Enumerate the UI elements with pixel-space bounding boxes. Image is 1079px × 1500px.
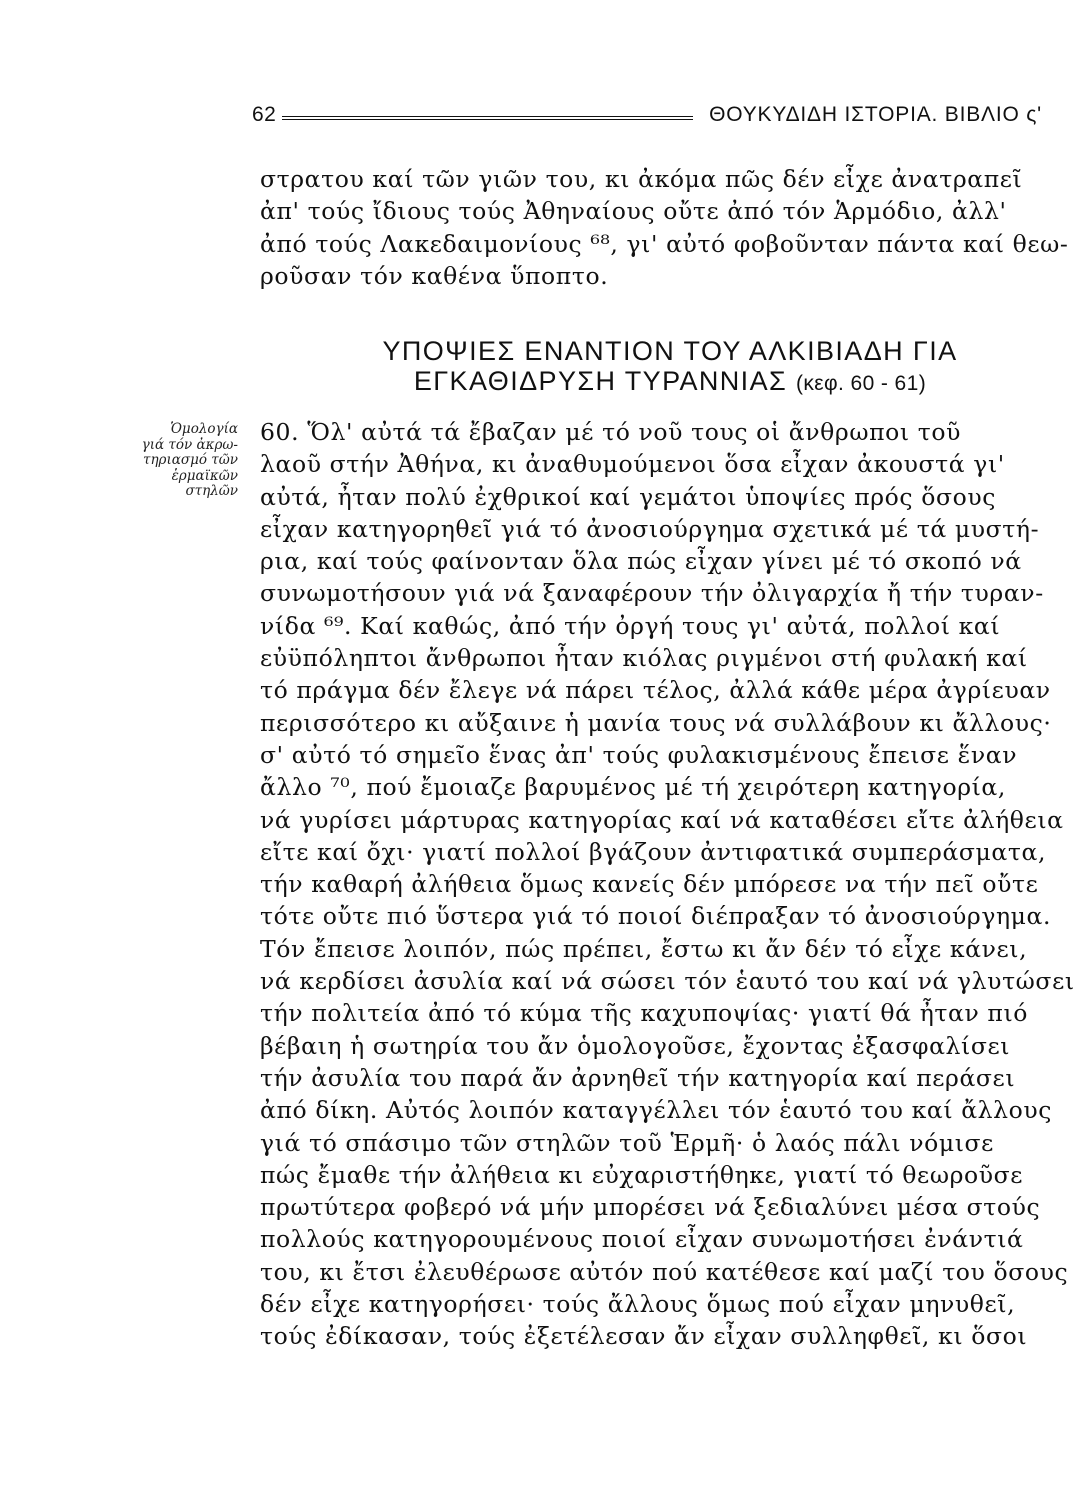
margin-note-line: Ὁμολογία bbox=[170, 421, 238, 437]
text-line: 60. Ὅλ' αὐτά τά ἔβαζαν μέ τό νοῦ τους οἱ ἄνθρωποι τοῦ bbox=[260, 418, 961, 446]
text-line: τήν ἀσυλία του παρά ἄν ἀρνηθεῖ τήν κατηγορία καί περάσει bbox=[260, 1063, 1016, 1092]
text-line: περισσότερο κι αὔξαινε ἡ μανία τους νά συλλάβουν κι ἄλλους· bbox=[260, 708, 1052, 737]
text-line: πρωτύτερα φοβερό νά μήν μπορέσει νά ξεδιαλύνει μέσα στούς bbox=[260, 1193, 1041, 1222]
section-heading-title: ΕΓΚΑΘΙΔΡΥΣΗ ΤΥΡΑΝΝΙΑΣ bbox=[413, 366, 788, 396]
text-line: βέβαιη ἡ σωτηρία του ἄν ὁμολογοῦσε, ἔχοντας ἐξασφαλίσει bbox=[260, 1031, 1011, 1060]
section-heading-line-1: ΥΠΟΨΙΕΣ ΕΝΑΝΤΙΟΝ ΤΟΥ ΑΛΚΙΒΙΑΔΗ ΓΙΑ bbox=[382, 336, 958, 366]
text-line: νίδα ⁶⁹. Καί καθώς, ἀπό τήν ὀργή τους γι' αὐτά, πολλοί καί bbox=[260, 611, 1001, 640]
header-rule bbox=[282, 116, 693, 120]
text-line: νά γυρίσει μάρτυρας κατηγορίας καί νά καταθέσει εἴτε ἀλήθεια bbox=[260, 805, 1064, 834]
text-line: στρατου καί τῶν γιῶν του, κι ἀκόμα πῶς δέν εἶχε ἀνατραπεῖ bbox=[260, 165, 1023, 193]
chapter-reference: (κεφ. 60 - 61) bbox=[795, 372, 927, 395]
text-line: του, κι ἔτσι ἐλευθέρωσε αὐτόν πού κατέθεσε καί μαζί του ὅσους bbox=[260, 1257, 1069, 1286]
chapter-60-paragraph bbox=[260, 416, 1075, 1353]
text-line: λαοῦ στήν Ἀθήνα, κι ἀναθυμούμενοι ὅσα εἶχαν ἀκουστά γι' bbox=[260, 450, 1005, 479]
text-line: γιά τό σπάσιμο τῶν στηλῶν τοῦ Ἑρμῆ· ὁ λαός πάλι νόμισε bbox=[260, 1128, 994, 1157]
text-line: εἶχαν κατηγορηθεῖ γιά τό ἀνοσιούργημα σχετικά μέ τά μυστή- bbox=[260, 514, 1040, 543]
text-line: τότε οὔτε πιό ὕστερα γιά τό ποιοί διέπραξαν τό ἀνοσιούργημα. bbox=[260, 902, 1052, 931]
text-line: τήν καθαρή ἀλήθεια ὅμως κανείς δέν μπόρεσε να τήν πεῖ οὔτε bbox=[260, 870, 1039, 899]
text-line: εἴτε καί ὄχι· γιατί πολλοί βγάζουν ἀντιφατικά συμπεράσματα, bbox=[260, 837, 1047, 866]
text-line: τήν πολιτεία ἀπό τό κύμα τῆς καχυποψίας· γιατί θά ἦταν πιό bbox=[260, 999, 1029, 1028]
section-heading bbox=[320, 336, 1020, 399]
margin-note-line: τηριασμό τῶν bbox=[143, 452, 238, 468]
text-line: πώς ἔμαθε τήν ἀλήθεια κι εὐχαριστήθηκε, γιατί τό θεωροῦσε bbox=[260, 1160, 1024, 1189]
text-line: ἀπ' τούς ἴδιους τούς Ἀθηναίους οὔτε ἀπό τόν Ἁρμόδιο, ἀλλ' bbox=[260, 197, 1007, 226]
text-line: σ' αὐτό τό σημεῖο ἕνας ἀπ' τούς φυλακισμένους ἔπεισε ἕναν bbox=[260, 740, 1018, 769]
page-header bbox=[252, 100, 1042, 130]
margin-note-line: γιά τόν ἀκρω- bbox=[141, 436, 238, 453]
text-line: πολλούς κατηγορουμένους ποιοί εἶχαν συνωμοτήσει ἐνάντιά bbox=[260, 1225, 1024, 1254]
text-line: αὐτά, ἦταν πολύ ἐχθρικοί καί γεμάτοι ὑποψίες πρός ὅσους bbox=[260, 482, 997, 511]
text-line: νά κερδίσει ἀσυλία καί νά σώσει τόν ἑαυτό του καί νά γλυτώσει bbox=[260, 967, 1075, 996]
text-line: συνωμοτήσουν γιά νά ξαναφέρουν τήν ὀλιγαρχία ἤ τήν τυραν- bbox=[260, 579, 1044, 608]
section-heading-line-2 bbox=[320, 366, 1020, 399]
text-line: τούς ἐδίκασαν, τούς ἐξετέλεσαν ἄν εἶχαν συλληφθεῖ, κι ὅσοι bbox=[260, 1322, 1028, 1351]
page-number: 62 bbox=[252, 103, 277, 126]
margin-note-line: στηλῶν bbox=[185, 483, 238, 499]
text-line: ἀπό δίκη. Αὐτός λοιπόν καταγγέλλει τόν ἑαυτό του καί ἄλλους bbox=[260, 1096, 1053, 1125]
intro-paragraph bbox=[260, 163, 1069, 292]
text-line: ροῦσαν τόν καθένα ὕποπτο. bbox=[260, 261, 609, 290]
text-line: Τόν ἔπεισε λοιπόν, πώς πρέπει, ἔστω κι ἄν δέν τό εἶχε κάνει, bbox=[260, 934, 1028, 963]
text-line: ἀπό τούς Λακεδαιμονίους ⁶⁸, γι' αὐτό φοβοῦνταν πάντα καί θεω- bbox=[260, 229, 1069, 258]
text-line: εὐϋπόληπτοι ἄνθρωποι ἦταν κιόλας ριγμένοι στή φυλακή καί bbox=[260, 644, 1028, 673]
running-title: ΘΟΥΚΥΔΙΔΗ ΙΣΤΟΡΙΑ. ΒΙΒΛΙΟ ς' bbox=[709, 103, 1042, 126]
text-line: δέν εἶχε κατηγορήσει· τούς ἄλλους ὅμως πού εἶχαν μηνυθεῖ, bbox=[260, 1290, 1016, 1319]
text-line: τό πράγμα δέν ἔλεγε νά πάρει τέλος, ἀλλά κάθε μέρα ἀγρίευαν bbox=[260, 676, 1051, 705]
text-line: ἄλλο ⁷⁰, πού ἔμοιαζε βαρυμένος μέ τή χειρότερη κατηγορία, bbox=[260, 773, 1006, 802]
margin-note-line: ἑρμαϊκῶν bbox=[171, 467, 238, 484]
margin-note bbox=[108, 422, 238, 500]
text-line: ρια, καί τούς φαίνονταν ὅλα πώς εἶχαν γίνει μέ τό σκοπό νά bbox=[260, 547, 1022, 576]
